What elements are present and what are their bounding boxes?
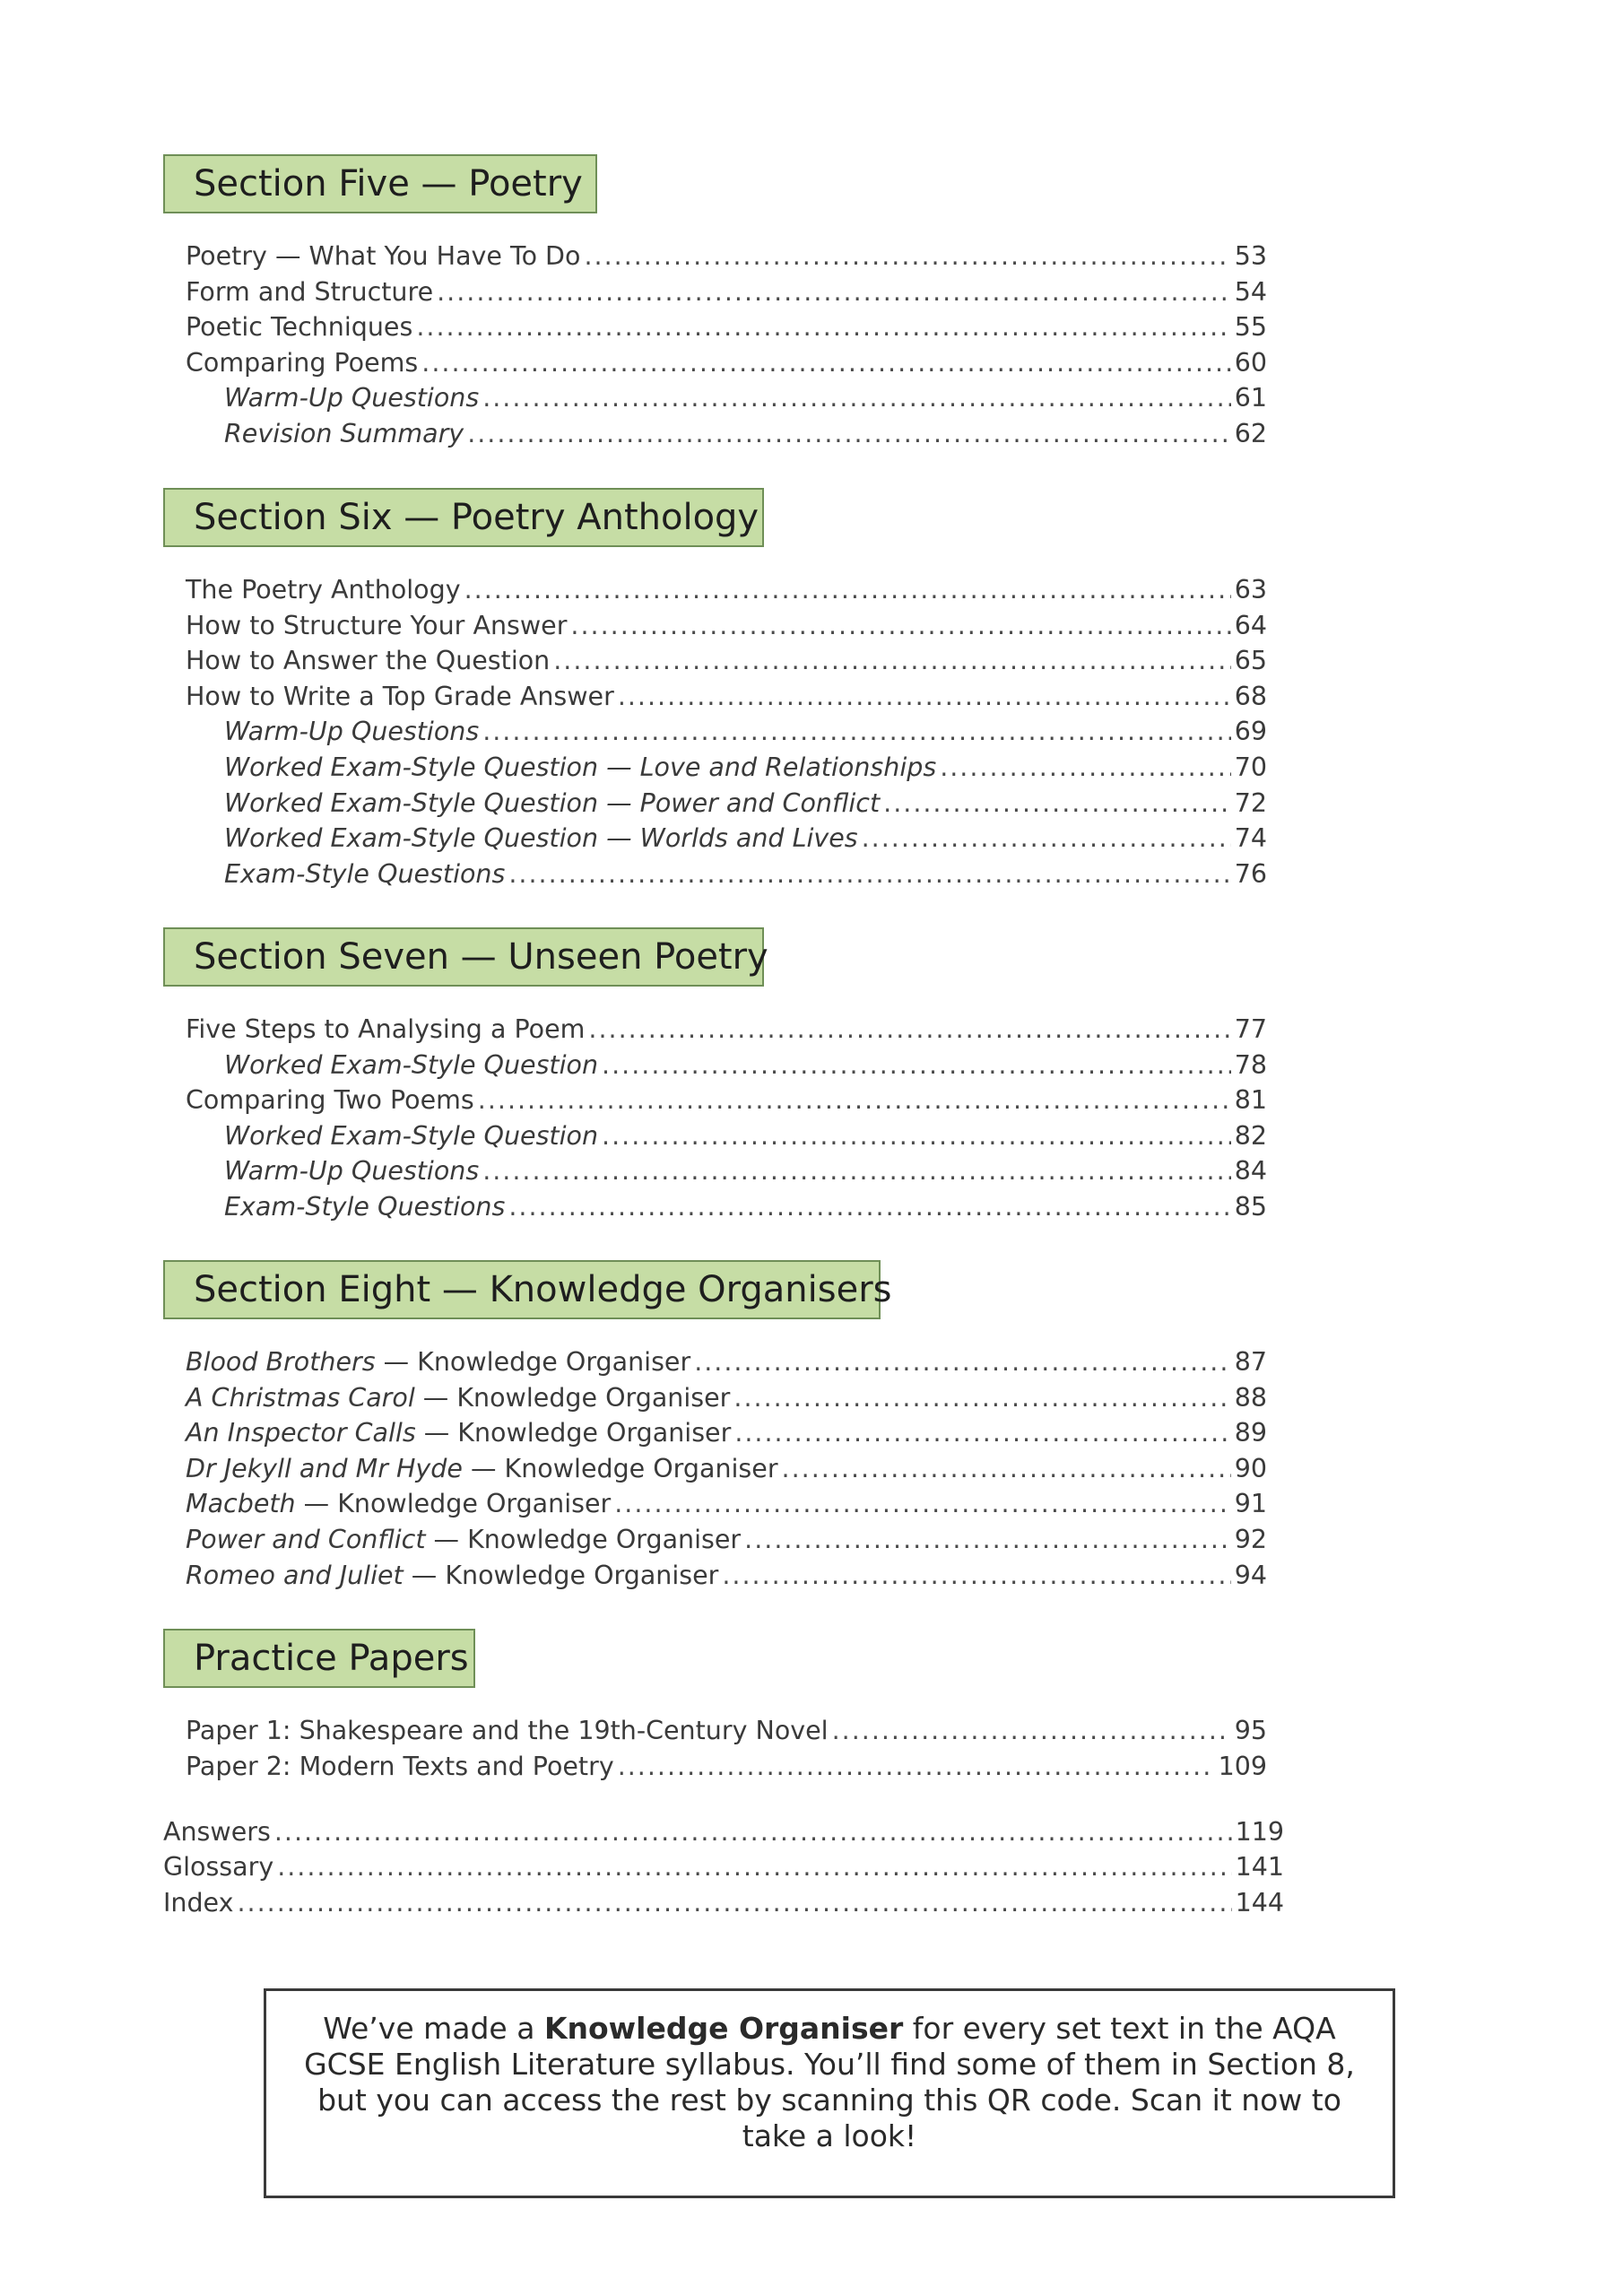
knowledge-organiser-callout: [264, 1988, 1395, 2198]
dot-leader: [940, 750, 1231, 786]
toc-entry-title: Answers: [163, 1817, 271, 1847]
dot-leader: [570, 608, 1230, 644]
toc-entry-title: Power and Conflict — Knowledge Organiser: [186, 1525, 742, 1554]
toc-entry[interactable]: [224, 750, 1267, 786]
dot-leader: [416, 309, 1230, 345]
dot-leader: [464, 572, 1231, 608]
toc-entry-title: Worked Exam-Style Question: [224, 1050, 599, 1080]
toc-entry[interactable]: [224, 1048, 1267, 1083]
toc-entry-title: Blood Brothers — Knowledge Organiser: [186, 1347, 691, 1377]
toc-entry[interactable]: [224, 857, 1267, 892]
toc-entry-title: Worked Exam-Style Question — Love and Relationships: [224, 752, 937, 782]
toc-entry-back-matter[interactable]: [163, 1849, 1284, 1885]
toc-entry-title: The Poetry Anthology: [186, 575, 461, 604]
toc-entry[interactable]: [186, 274, 1267, 310]
section-header: Practice Papers: [163, 1629, 475, 1688]
toc-entry[interactable]: [224, 714, 1267, 750]
dot-leader: [482, 380, 1231, 416]
toc-page-number: 74: [1234, 823, 1267, 853]
toc-page-number: 62: [1234, 419, 1267, 448]
toc-page-number: 144: [1235, 1888, 1284, 1918]
toc-entry-back-matter[interactable]: [163, 1814, 1284, 1850]
dot-leader: [883, 786, 1231, 822]
toc-entry-title: Warm-Up Questions: [224, 383, 480, 413]
toc-entry-title: Dr Jekyll and Mr Hyde — Knowledge Organiser: [186, 1454, 778, 1483]
toc-entry-title: Warm-Up Questions: [224, 717, 480, 746]
toc-page-number: 141: [1235, 1852, 1284, 1882]
toc-entry[interactable]: [186, 1380, 1267, 1416]
dot-leader: [602, 1118, 1231, 1154]
dot-leader: [421, 345, 1230, 381]
toc-entry-title: Worked Exam-Style Question — Worlds and Lives: [224, 823, 858, 853]
toc-entry-title: Five Steps to Analysing a Poem: [186, 1014, 586, 1044]
toc-page-number: 81: [1234, 1085, 1267, 1115]
toc-entry[interactable]: [224, 1189, 1267, 1225]
toc-page-number: 70: [1234, 752, 1267, 782]
dot-leader: [722, 1558, 1230, 1594]
toc-entry-title: Exam-Style Questions: [224, 1192, 506, 1222]
dot-leader: [508, 857, 1230, 892]
toc-entry[interactable]: [186, 1012, 1267, 1048]
toc-entry[interactable]: [224, 380, 1267, 416]
toc-page-number: 88: [1234, 1383, 1267, 1413]
toc-entry-title: Glossary: [163, 1852, 274, 1882]
toc-page-number: 77: [1234, 1014, 1267, 1044]
toc-page-number: 69: [1234, 717, 1267, 746]
toc-entry[interactable]: [186, 1749, 1267, 1785]
toc-entry-title: Form and Structure: [186, 277, 434, 307]
dot-leader: [618, 1749, 1215, 1785]
toc-entry[interactable]: [186, 1486, 1267, 1522]
toc-page-number: 54: [1234, 277, 1267, 307]
toc-entry[interactable]: [224, 821, 1267, 857]
dot-leader: [734, 1415, 1230, 1451]
callout-text: We’ve made a Knowledge Organiser for every set text in the AQA GCSE English Literature syllabus. You’ll find some of them in Section 8, but you can access the rest by scanning this QR code. Scan it now to take a look!: [304, 2011, 1355, 2153]
toc-page-number: 87: [1234, 1347, 1267, 1377]
toc-entry[interactable]: [186, 608, 1267, 644]
dot-leader: [277, 1849, 1231, 1885]
dot-leader: [694, 1344, 1231, 1380]
toc-page-number: 92: [1234, 1525, 1267, 1554]
dot-leader: [782, 1451, 1231, 1487]
toc-entry[interactable]: [186, 309, 1267, 345]
dot-leader: [588, 1012, 1230, 1048]
toc-entry[interactable]: [224, 1118, 1267, 1154]
toc-page-number: 72: [1234, 788, 1267, 818]
toc-page-number: 53: [1234, 241, 1267, 271]
toc-entry[interactable]: [224, 786, 1267, 822]
dot-leader: [274, 1814, 1232, 1850]
toc-page-number: 78: [1234, 1050, 1267, 1080]
toc-page-number: 65: [1234, 646, 1267, 675]
dot-leader: [862, 821, 1231, 857]
toc-entry-title: Worked Exam-Style Question: [224, 1121, 599, 1151]
toc-entry[interactable]: [186, 1522, 1267, 1558]
dot-leader: [733, 1380, 1230, 1416]
toc-page-number: 91: [1234, 1489, 1267, 1518]
toc-entry-title: How to Answer the Question: [186, 646, 551, 675]
dot-leader: [584, 239, 1230, 274]
toc-entry-title: Index: [163, 1888, 234, 1918]
dot-leader: [508, 1189, 1230, 1225]
dot-leader: [467, 416, 1231, 452]
toc-entry-title: Exam-Style Questions: [224, 859, 506, 889]
toc-page-number: 76: [1234, 859, 1267, 889]
toc-entry-title: How to Structure Your Answer: [186, 611, 568, 640]
section-header: Section Six — Poetry Anthology: [163, 488, 764, 547]
toc-entry-title: Revision Summary: [224, 419, 464, 448]
toc-entry[interactable]: [186, 643, 1267, 679]
dot-leader: [832, 1713, 1231, 1749]
toc-entry-title: Poetic Techniques: [186, 312, 413, 342]
dot-leader: [478, 1083, 1231, 1118]
section-header: Section Five — Poetry: [163, 154, 597, 213]
toc-entry-title: Paper 1: Shakespeare and the 19th-Century Novel: [186, 1716, 829, 1745]
dot-leader: [553, 643, 1230, 679]
toc-page-number: 94: [1234, 1561, 1267, 1590]
toc-entry-back-matter[interactable]: [163, 1885, 1284, 1921]
toc-entry[interactable]: [186, 1415, 1267, 1451]
toc-page-number: 119: [1235, 1817, 1284, 1847]
toc-entry-title: Comparing Poems: [186, 348, 419, 378]
dot-leader: [618, 679, 1231, 715]
toc-page-number: 55: [1234, 312, 1267, 342]
dot-leader: [437, 274, 1231, 310]
toc-entry-title: Warm-Up Questions: [224, 1156, 480, 1186]
toc-page-number: 89: [1234, 1418, 1267, 1448]
toc-page-number: 64: [1234, 611, 1267, 640]
toc-entry[interactable]: [186, 679, 1267, 715]
toc-entry[interactable]: [186, 345, 1267, 381]
toc-entry[interactable]: [224, 1153, 1267, 1189]
toc-entry[interactable]: [186, 239, 1267, 274]
dot-leader: [482, 714, 1231, 750]
toc-page-number: 60: [1234, 348, 1267, 378]
toc-page-number: 68: [1234, 682, 1267, 711]
toc-entry[interactable]: [186, 1344, 1267, 1380]
toc-entry-title: A Christmas Carol — Knowledge Organiser: [186, 1383, 731, 1413]
toc-entry[interactable]: [186, 572, 1267, 608]
dot-leader: [744, 1522, 1231, 1558]
toc-page-number: 63: [1234, 575, 1267, 604]
toc-page-number: 84: [1234, 1156, 1267, 1186]
toc-entry-title: An Inspector Calls — Knowledge Organiser: [186, 1418, 732, 1448]
section-header: Section Seven — Unseen Poetry: [163, 927, 764, 987]
toc-entry-title: Macbeth — Knowledge Organiser: [186, 1489, 612, 1518]
toc-page-number: 82: [1234, 1121, 1267, 1151]
toc-entry-title: Worked Exam-Style Question — Power and Conflict: [224, 788, 881, 818]
section-header: Section Eight — Knowledge Organisers: [163, 1260, 881, 1319]
toc-entry[interactable]: [186, 1451, 1267, 1487]
toc-page-number: 61: [1234, 383, 1267, 413]
toc-entry[interactable]: [186, 1713, 1267, 1749]
toc-page-number: 85: [1234, 1192, 1267, 1222]
toc-entry[interactable]: [186, 1558, 1267, 1594]
toc-entry-title: Comparing Two Poems: [186, 1085, 474, 1115]
toc-page-number: 109: [1218, 1752, 1267, 1781]
dot-leader: [482, 1153, 1231, 1189]
dot-leader: [237, 1885, 1231, 1921]
toc-page-number: 90: [1234, 1454, 1267, 1483]
toc-entry-title: How to Write a Top Grade Answer: [186, 682, 614, 711]
toc-entry[interactable]: [186, 1083, 1267, 1118]
toc-page-number: 95: [1234, 1716, 1267, 1745]
toc-entry-title: Poetry — What You Have To Do: [186, 241, 581, 271]
dot-leader: [614, 1486, 1231, 1522]
toc-entry-title: Paper 2: Modern Texts and Poetry: [186, 1752, 614, 1781]
dot-leader: [602, 1048, 1231, 1083]
toc-entry-title: Romeo and Juliet — Knowledge Organiser: [186, 1561, 719, 1590]
toc-entry[interactable]: [224, 416, 1267, 452]
